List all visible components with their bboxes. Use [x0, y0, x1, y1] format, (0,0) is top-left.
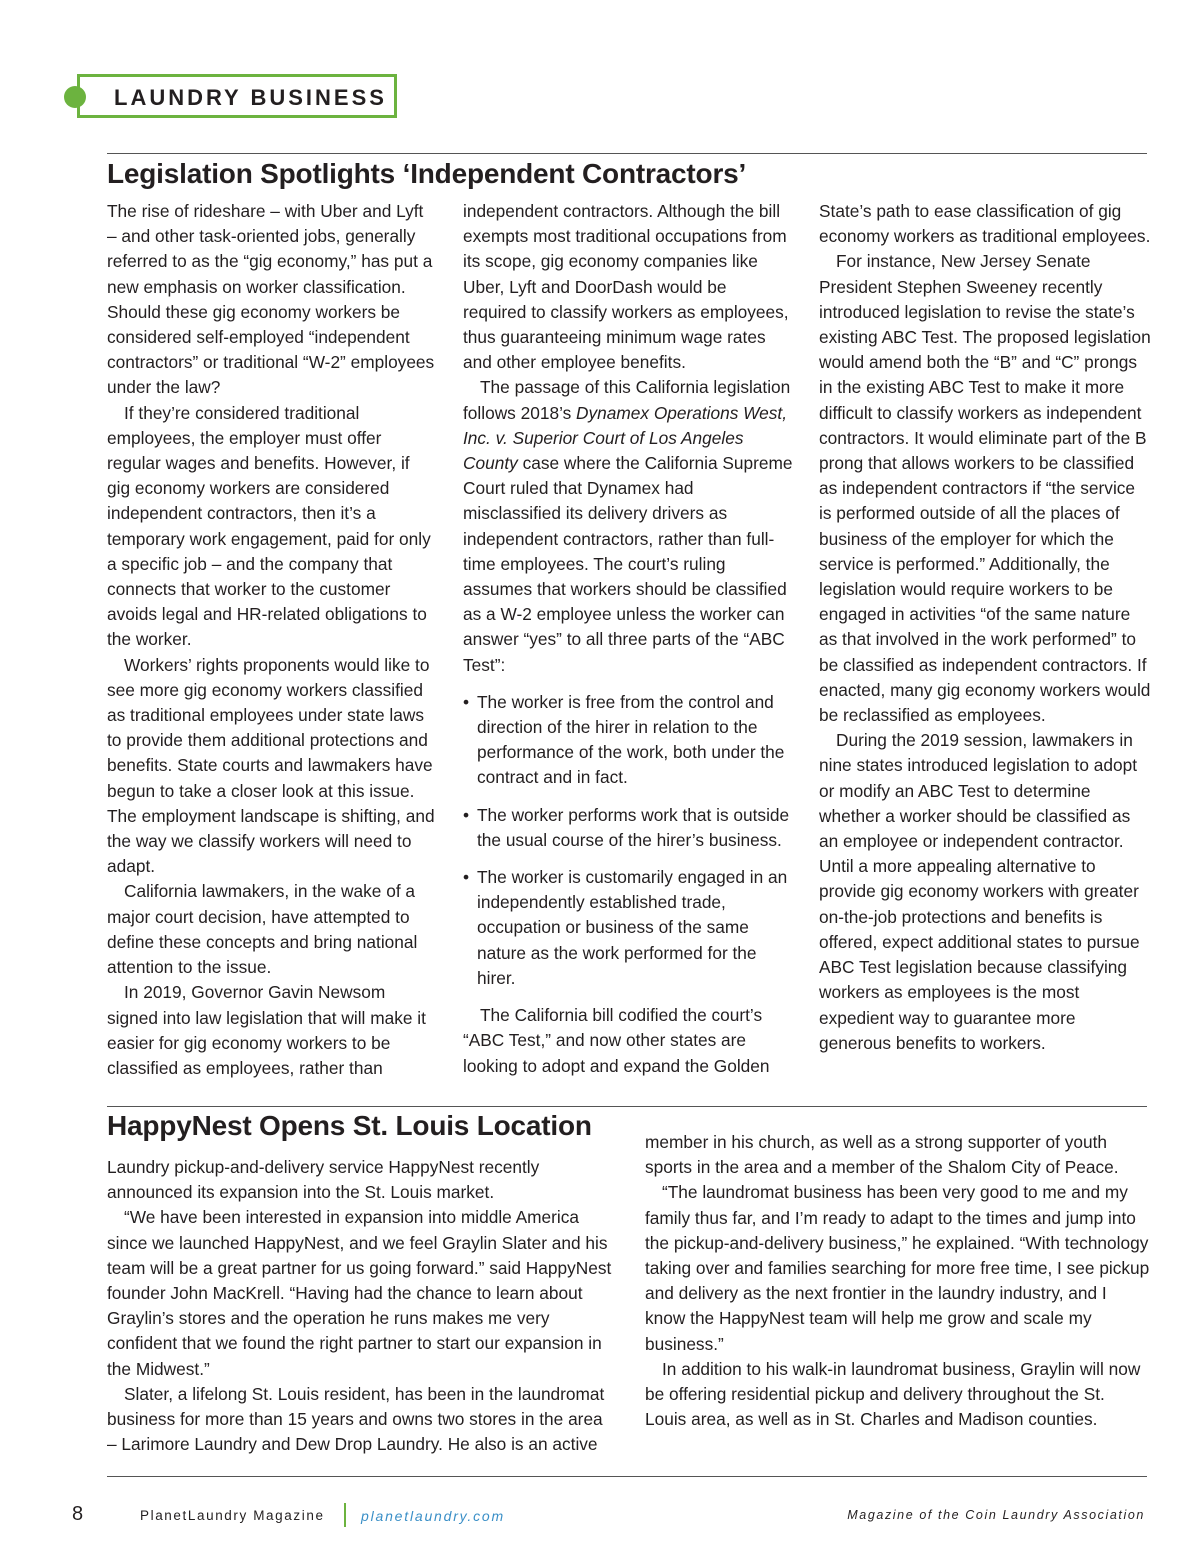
abc-test-list	[463, 690, 793, 991]
paragraph: independent contractors. Although the bill exempts most traditional occupations from its scope, gig economy companies like Uber, Lyft and DoorDash would be required to classify workers as employees, thus guaranteeing minimum wage rates and other employee benefits.	[463, 201, 789, 373]
paragraph: During the 2019 session, lawmakers in nine states introduced legislation to adopt or modify an ABC Test to determine whether a worker should be classified as an employee or independent contractor. Until a more appealing alternative to provide gig economy workers with greater on-the-job protections and benefits is offered, expect additional states to pursue ABC Test legislation because classifying workers as employees is the most expedient way to guarantee more generous benefits to workers.	[819, 730, 1140, 1053]
paragraph: If they’re considered traditional employees, the employer must offer regular wages and benefits. However, if gig economy workers are considered independent contractors, then it’s a temporary work engagement, paid for only a specific job – and the company that connects that worker to the customer avoids legal and HR-related obligations to the worker.	[107, 402, 431, 650]
paragraph: For instance, New Jersey Senate President Stephen Sweeney recently introduced legislation to revise the state’s existing ABC Test. The proposed legislation would amend both the “B” and “C” prongs in the existing ABC Test to make it more difficult to classify workers as independent contractors. It would eliminate part of the B prong that allows workers to be classified as independent contractors if “the service is performed outside of all the places of business of the employer for which the service is performed.” Additionally, the legislation would require workers to be engaged in activities “of the same nature as that involved in the work performed” to be classified as independent contractors. If enacted, many gig economy workers would be reclassified as employees.	[819, 251, 1151, 726]
paragraph: The rise of rideshare – with Uber and Lyft – and other task-oriented jobs, generally referred to as the “gig economy,” has put a new emphasis on worker classification. Should these gig economy workers be considered self-employed “independent contractors” or traditional “W-2” employees under the law?	[107, 201, 435, 398]
paragraph: Laundry pickup-and-delivery service HappyNest recently announced its expansion into the St. Louis market.	[107, 1157, 540, 1203]
list-item	[463, 865, 793, 991]
paragraph: Workers’ rights proponents would like to see more gig economy workers classified as traditional employees under state laws to provide them additional protections and benefits. State courts and lawmakers have begun to take a closer look at this issue. The employment landscape is shifting, and the way we classify workers will need to adapt.	[107, 654, 435, 877]
text-span: The passage of this California legislation follows 2018’s	[463, 377, 791, 423]
paragraph: Slater, a lifelong St. Louis resident, has been in the laundromat business for more than 15 years and owns two stores in the area – Larimore Laundry and Dew Drop Laundry. He also is an active	[107, 1383, 605, 1455]
article-column-3	[819, 199, 1151, 1056]
bullet-icon: •	[463, 867, 470, 888]
paragraph: “We have been interested in expansion into middle America since we launched HappyNest, and we feel Graylin Slater and his team will be a great partner for us going forward.” said HappyNest founder John MacKrell. “Having had the chance to learn about Graylin’s stores and the operation he runs makes me very confident that we found the right partner to start our expansion in the Midwest.”	[107, 1207, 612, 1379]
paragraph-case-reference	[463, 375, 793, 677]
article-divider	[107, 153, 1147, 154]
article-title: Legislation Spotlights ‘Independent Contractors’	[107, 158, 747, 189]
list-item	[463, 803, 793, 853]
bullet-icon: •	[463, 691, 470, 712]
section-label: LAUNDRY BUSINESS	[114, 85, 387, 110]
paragraph: California lawmakers, in the wake of a major court decision, have attempted to define these concepts and bring national attention to the issue.	[107, 881, 418, 978]
bullet-icon: •	[463, 804, 470, 825]
case-name: Dynamex Operations West, Inc. v. Superior Court of Los Angeles County	[463, 402, 788, 474]
article-column-2	[645, 1130, 1150, 1432]
paragraph: State’s path to ease classification of gig economy workers as traditional employees.	[819, 201, 1151, 247]
paragraph: “The laundromat business has been very good to me and my family thus far, and I’m ready to adapt to the times and jump into the pickup-and-delivery business,” he explained. “With technology taking over and families searching for more free time, I see pickup and delivery as the next frontier in the laundry industry, and I know the HappyNest team will help me grow and scale my business.”	[645, 1182, 1150, 1354]
list-item-text: The worker performs work that is outside the usual course of the hirer’s business.	[477, 804, 790, 850]
page-number: 8	[72, 1503, 84, 1525]
paragraph: In addition to his walk-in laundromat business, Graylin will now be offering residential pickup and delivery throughout the St. Louis area, as well as in St. Charles and Madison counties.	[645, 1358, 1141, 1430]
magazine-name: PlanetLaundry Magazine	[140, 1508, 325, 1523]
article-column-2	[463, 199, 793, 1079]
list-item-text: The worker is customarily engaged in an independently established trade, occupation or business of the same nature as the work performed for the hirer.	[477, 867, 788, 988]
article-column-1	[107, 199, 437, 1081]
article-divider	[107, 1106, 1147, 1107]
article-title: HappyNest Opens St. Louis Location	[107, 1110, 592, 1141]
text-span: case where the California Supreme Court ruled that Dynamex had misclassified its delivery drivers as independent contractors, rather than full-time employees. The court’s ruling assumes that workers should be classified as a W-2 employee unless the worker can answer “yes” to all three parts of the “ABC Test”:	[463, 453, 793, 675]
paragraph: In 2019, Governor Gavin Newsom signed into law legislation that will make it easier for gig economy workers to be classified as employees, rather than	[107, 982, 426, 1078]
footer-divider	[107, 1476, 1147, 1477]
paragraph: member in his church, as well as a strong supporter of youth sports in the area and a member of the Shalom City of Peace.	[645, 1132, 1119, 1178]
paragraph: The California bill codified the court’s “ABC Test,” and now other states are looking to adopt and expand the Golden	[463, 1005, 770, 1076]
footer-tagline: Magazine of the Coin Laundry Association	[847, 1508, 1145, 1522]
section-dot-icon	[64, 86, 86, 108]
article-column-1	[107, 1155, 615, 1457]
list-item	[463, 690, 793, 791]
list-item-text: The worker is free from the control and direction of the hirer in relation to the performance of the work, both under the contract and in fact.	[477, 691, 785, 788]
website-link[interactable]: planetlaundry.com	[361, 1508, 505, 1524]
footer-separator	[344, 1503, 346, 1527]
